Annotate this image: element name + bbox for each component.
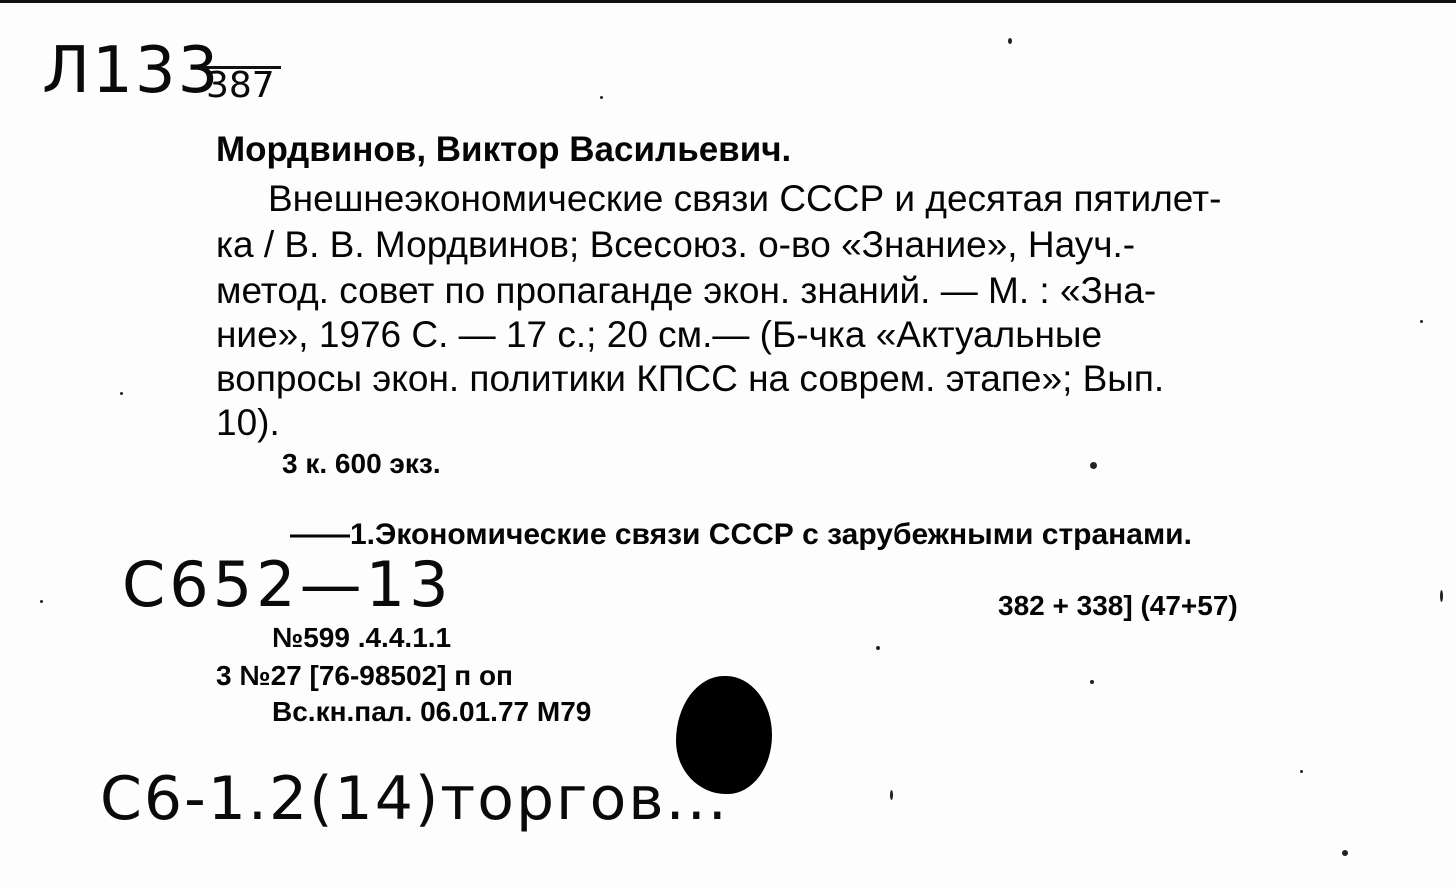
description-line: вопросы экон. политики КПСС на соврем. этапе»; Вып. (216, 358, 1165, 399)
speck (120, 392, 123, 395)
description-line: 10). (216, 402, 280, 443)
description-line: ние», 1976 С. — 17 с.; 20 см.— (Б-чка «Актуальные (216, 314, 1103, 355)
author-heading: Мордвинов, Виктор Васильевич. (216, 130, 792, 169)
speck (876, 646, 880, 650)
speck (1090, 462, 1097, 469)
speck (1440, 590, 1443, 602)
speck (890, 790, 893, 800)
subject-heading: ——1.Экономические связи СССР с зарубежными странами. (290, 518, 1192, 551)
record-number: №599 .4.4.1.1 (272, 622, 452, 653)
speck (1090, 680, 1094, 684)
handwritten-classification-2: С6-1.2(14)торгов... (100, 764, 729, 834)
call-number-sub: 387 (200, 66, 281, 103)
book-chamber-line: Вс.кн.пал. 06.01.77 M79 (272, 696, 592, 727)
speck (40, 600, 43, 603)
speck (1300, 770, 1303, 773)
udc-index: 382 + 338] (47+57) (998, 590, 1238, 621)
price-print-run: 3 к. 600 экз. (282, 448, 441, 479)
description-line: метод. совет по пропаганде экон. знаний. — М. : «Зна- (216, 270, 1157, 311)
call-number-main: Л133 (42, 34, 221, 108)
speck (600, 96, 603, 99)
handwritten-classification-1: С652—13 (122, 548, 453, 621)
speck (1420, 320, 1423, 323)
registration-line: 3 №27 [76-98502] п оп (216, 660, 513, 691)
card-top-edge (0, 0, 1456, 3)
description-line: Внешнеэкономические связи СССР и десятая пятилет- (268, 178, 1222, 219)
speck (1342, 850, 1348, 856)
description-line: ка / В. В. Мордвинов; Всесоюз. о-во «Знание», Науч.- (216, 224, 1136, 265)
speck (1008, 38, 1012, 44)
